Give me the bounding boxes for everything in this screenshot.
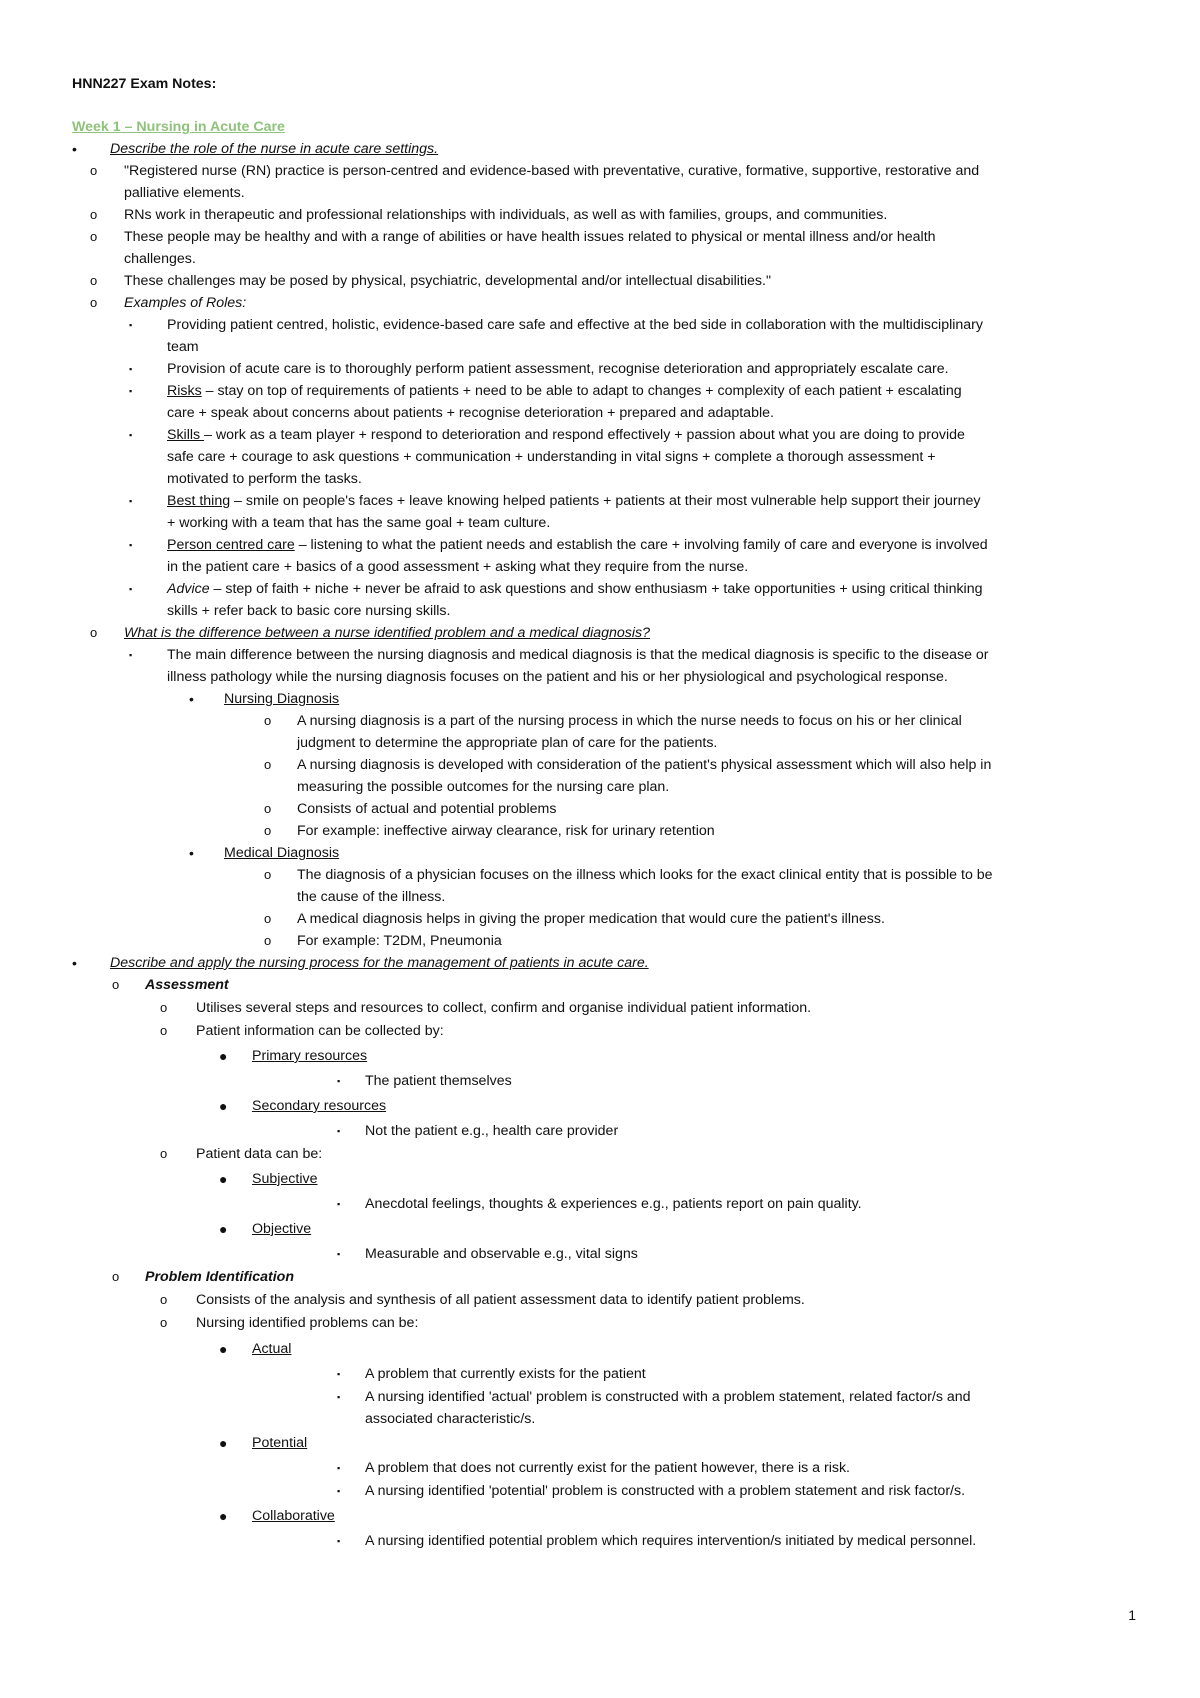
square-bullet-icon: ▪ bbox=[337, 1199, 341, 1209]
circle-bullet-icon: o bbox=[160, 1023, 168, 1038]
circle-bullet-icon: o bbox=[90, 207, 98, 222]
bullet-icon: • bbox=[189, 691, 194, 707]
list-item-text: The patient themselves bbox=[365, 1073, 512, 1089]
circle-bullet-icon: o bbox=[90, 273, 98, 288]
circle-bullet-icon: o bbox=[112, 1269, 120, 1284]
list-item-text: Patient information can be collected by: bbox=[196, 1023, 444, 1039]
square-bullet-icon: ▪ bbox=[337, 1076, 341, 1086]
square-bullet-icon: ▪ bbox=[129, 364, 133, 374]
circle-bullet-icon: o bbox=[90, 229, 98, 244]
circle-bullet-icon: o bbox=[264, 823, 272, 838]
square-bullet-icon: ▪ bbox=[337, 1392, 341, 1402]
item-lead-term: Person centred care bbox=[167, 537, 295, 553]
bullet-icon: ● bbox=[219, 1221, 228, 1237]
bullet-icon: ● bbox=[219, 1171, 228, 1187]
list-item-text: the cause of the illness. bbox=[297, 889, 446, 905]
list-item-text: For example: ineffective airway clearance, risk for urinary retention bbox=[297, 823, 715, 839]
document-page: HNN227 Exam Notes: Week 1 – Nursing in Acute Care • Describe the role of the nurse in acute care settings. o "Registered nurse (RN) practice is person-centred and evidence-based with preventative, curative, formative, supportive, restorative and palliative elements. o RNs work in therapeutic and professional relationships with individuals, as well as with families, groups, and communities. o These people may be healthy and with a range of abilities or have health issues related to physical or mental illness and/or health challenges. o These challenges may be posed by physical, psychiatric, developmental and/or intellectual disabilities." o Examples of Roles: ▪ Providing patient centred, holistic, evidence-based care safe and effective at the bed side in collaboration with the multidisciplinary team ▪ Provision of acute care is to thoroughly perform patient assessment, recognise deterioration and appropriately escalate care. ▪ Risks – stay on top of requirements of patients + need to be able to adapt to changes + complexity of each patient + escalating care + speak about concerns about patients + recognise deterioration + prepared and adaptable. ▪ Skills – work as a team player + respond to deterioration and respond effectively + passion about what you are doing to provide safe care + courage to ask questions + communication + understanding in vital signs + complete a thorough assessment + motivated to perform the tasks. ▪ Best thing – smile on people's faces + leave knowing helped patients + patients at their most vulnerable help support their journey + working with a team that has the same goal + team culture. ▪ Person centred care – listening to what the patient needs and establish the care + involving family of care and everyone is involved in the patient care + basics of a good assessment + asking what they require from the nurse. ▪ Advice – step of faith + niche + never be afraid to ask questions and show enthusiasm + take opportunities + using critical thinking skills + refer back to basic core nursing skills. o What is the difference between a nurse identified problem and a medical diagnosis? ▪ The main difference between the nursing diagnosis and medical diagnosis is that the medical diagnosis is specific to the disease or illness pathology while the nursing diagnosis focuses on the patient and his or her physiological and psychological response. • Nursing Diagnosis o A nursing diagnosis is a part of the nursing process in which the nurse needs to focus on his or her clinical judgment to determine the appropriate plan of care for the patients. o A nursing diagnosis is developed with consideration of the patient's physical assessment which will also help in measuring the possible outcomes for the nursing care plan. o Consists of actual and potential problems o For example: ineffective airway clearance, risk for urinary retention • Medical Diagnosis o The diagnosis of a physician focuses on the illness which looks for the exact clinical entity that is possible to be the cause of the illness. o A medical diagnosis helps in giving the proper medication that would cure the patient's illness. o For example: T2DM, Pneumonia • Describe and apply the nursing process for the management of patients in acute care. o Assessment o Utilises several steps and resources to collect, confirm and organise individual patient information. o Patient information can be collected by: ● Primary resources ▪ The patient themselves ● Secondary resources ▪ Not the patient e.g., health care provider o Patient data can be: ● Subjective ▪ Anecdotal feelings, thoughts & experiences e.g., patients report on pain quality. ● Objective ▪ Measurable and observable e.g., vital signs o Problem Identification o Consists of the analysis and synthesis of all patient assessment data to identify patient problems. o Nursing identified problems can be: ● Actual ▪ A problem that currently exists for the patient ▪ A nursing identified 'actual' problem is constructed with a problem statement, related factor/s and associated characteristic/s. ● Potential ▪ A problem that does not currently exist for the patient however, there is a risk. ▪ A nursing identified 'potential' problem is constructed with a problem statement and risk factor/s. ● Collaborative ▪ A nursing identified potential problem which requires intervention/s initiated by medical personnel. 1 bbox=[0, 0, 1200, 1698]
list-item-text: Describe and apply the nursing process for the management of patients in acute care. bbox=[110, 955, 649, 971]
list-item-text: Collaborative bbox=[252, 1508, 335, 1524]
list-item-text: associated characteristic/s. bbox=[365, 1411, 536, 1427]
bullet-icon: • bbox=[72, 141, 77, 157]
bullet-icon: • bbox=[189, 845, 194, 861]
circle-bullet-icon: o bbox=[264, 911, 272, 926]
circle-bullet-icon: o bbox=[160, 1000, 168, 1015]
list-item-text: Risks – stay on top of requirements of patients + need to be able to adapt to changes + complexity of each patient + escalating bbox=[167, 383, 962, 399]
square-bullet-icon: ▪ bbox=[129, 496, 133, 506]
circle-bullet-icon: o bbox=[160, 1146, 168, 1161]
list-item-text: Consists of actual and potential problems bbox=[297, 801, 557, 817]
list-item-text: Secondary resources bbox=[252, 1098, 387, 1114]
circle-bullet-icon: o bbox=[264, 801, 272, 816]
list-item-text: Person centred care – listening to what the patient needs and establish the care + involving family of care and everyone is involved bbox=[167, 537, 988, 553]
circle-bullet-icon: o bbox=[112, 977, 120, 992]
item-lead-term: Risks bbox=[167, 383, 202, 399]
circle-bullet-icon: o bbox=[160, 1292, 168, 1307]
list-item-text: Providing patient centred, holistic, evidence-based care safe and effective at the bed side in collaboration with the multidisciplinary bbox=[167, 317, 983, 333]
list-item-text: Not the patient e.g., health care provider bbox=[365, 1123, 619, 1139]
list-item-text: These people may be healthy and with a range of abilities or have health issues related to physical or mental illness and/or health bbox=[124, 229, 936, 245]
list-item-text: Describe the role of the nurse in acute care settings. bbox=[110, 141, 439, 157]
list-item-text: A nursing diagnosis is developed with consideration of the patient's physical assessment which will also help in bbox=[297, 757, 992, 773]
list-item-text: Actual bbox=[252, 1341, 292, 1357]
square-bullet-icon: ▪ bbox=[337, 1536, 341, 1546]
circle-bullet-icon: o bbox=[90, 163, 98, 178]
list-item-text: Best thing – smile on people's faces + leave knowing helped patients + patients at their most vulnerable help support their journey bbox=[167, 493, 981, 509]
square-bullet-icon: ▪ bbox=[129, 320, 133, 330]
square-bullet-icon: ▪ bbox=[129, 650, 133, 660]
square-bullet-icon: ▪ bbox=[129, 430, 133, 440]
list-item-text: A nursing identified 'actual' problem is constructed with a problem statement, related factor/s and bbox=[365, 1389, 971, 1405]
list-item-text: challenges. bbox=[124, 251, 196, 267]
list-item-text: "Registered nurse (RN) practice is person-centred and evidence-based with preventative, curative, formative, supportive, restorative and bbox=[124, 163, 980, 179]
list-item-text: Measurable and observable e.g., vital signs bbox=[365, 1246, 638, 1262]
bullet-icon: ● bbox=[219, 1435, 228, 1451]
list-item-text: A problem that currently exists for the patient bbox=[365, 1366, 646, 1382]
list-item-text: care + speak about concerns about patients + recognise deterioration + prepared and adaptable. bbox=[167, 405, 774, 421]
list-item-text: Consists of the analysis and synthesis of all patient assessment data to identify patient problems. bbox=[196, 1292, 805, 1308]
list-item-text: Subjective bbox=[252, 1171, 318, 1187]
circle-bullet-icon: o bbox=[160, 1315, 168, 1330]
list-item-text: Problem Identification bbox=[145, 1269, 294, 1285]
circle-bullet-icon: o bbox=[264, 933, 272, 948]
list-item-text: A nursing diagnosis is a part of the nursing process in which the nurse needs to focus on his or her clinical bbox=[297, 713, 962, 729]
list-item-text: Primary resources bbox=[252, 1048, 368, 1064]
square-bullet-icon: ▪ bbox=[337, 1463, 341, 1473]
list-item-text: A nursing identified 'potential' problem is constructed with a problem statement and risk factor/s. bbox=[365, 1483, 966, 1499]
list-item-text: What is the difference between a nurse identified problem and a medical diagnosis? bbox=[124, 625, 651, 641]
list-item-text: A medical diagnosis helps in giving the proper medication that would cure the patient's illness. bbox=[297, 911, 885, 927]
list-item-text: Skills – work as a team player + respond to deterioration and respond effectively + passion about what you are doing to provide bbox=[167, 427, 965, 443]
list-item-text: safe care + courage to ask questions + communication + understanding in vital signs + complete a thorough assessment + bbox=[167, 449, 936, 465]
circle-bullet-icon: o bbox=[264, 757, 272, 772]
list-item-text: measuring the possible outcomes for the nursing care plan. bbox=[297, 779, 670, 795]
item-lead-term: Skills bbox=[167, 427, 205, 443]
list-item-text: These challenges may be posed by physical, psychiatric, developmental and/or intellectual disabilities." bbox=[124, 273, 771, 289]
bullet-icon: ● bbox=[219, 1048, 228, 1064]
square-bullet-icon: ▪ bbox=[337, 1486, 341, 1496]
list-item-text: Potential bbox=[252, 1435, 308, 1451]
bullet-icon: ● bbox=[219, 1341, 228, 1357]
list-item-text: motivated to perform the tasks. bbox=[167, 471, 362, 487]
bullet-icon: • bbox=[72, 955, 77, 971]
list-item-text: team bbox=[167, 339, 199, 355]
list-item-text: judgment to determine the appropriate plan of care for the patients. bbox=[297, 735, 718, 751]
list-item-text: + working with a team that has the same goal + team culture. bbox=[167, 515, 551, 531]
item-lead-term: Advice bbox=[167, 581, 210, 597]
list-item-text: Medical Diagnosis bbox=[224, 845, 340, 861]
list-item-text: Utilises several steps and resources to collect, confirm and organise individual patient information. bbox=[196, 1000, 812, 1016]
list-item-text: Nursing identified problems can be: bbox=[196, 1315, 419, 1331]
list-item-text: RNs work in therapeutic and professional relationships with individuals, as well as with families, groups, and communities. bbox=[124, 207, 888, 223]
list-item-text: For example: T2DM, Pneumonia bbox=[297, 933, 502, 949]
list-item-text: illness pathology while the nursing diagnosis focuses on the patient and his or her physiological and psychological response. bbox=[167, 669, 948, 685]
list-item-text: A problem that does not currently exist for the patient however, there is a risk. bbox=[365, 1460, 850, 1476]
square-bullet-icon: ▪ bbox=[337, 1369, 341, 1379]
list-item-text: Patient data can be: bbox=[196, 1146, 323, 1162]
list-item-text: Objective bbox=[252, 1221, 312, 1237]
circle-bullet-icon: o bbox=[264, 713, 272, 728]
page-number: 1 bbox=[1128, 1607, 1136, 1623]
list-item-text: skills + refer back to basic core nursing skills. bbox=[167, 603, 451, 619]
list-item-text: Nursing Diagnosis bbox=[224, 691, 340, 707]
bullet-icon: ● bbox=[219, 1098, 228, 1114]
bullet-icon: ● bbox=[219, 1508, 228, 1524]
list-item-text: Advice – step of faith + niche + never be afraid to ask questions and show enthusiasm + take opportunities + using critical thinking bbox=[167, 581, 983, 597]
list-item-text: Assessment bbox=[145, 977, 229, 993]
square-bullet-icon: ▪ bbox=[337, 1249, 341, 1259]
square-bullet-icon: ▪ bbox=[337, 1126, 341, 1136]
item-lead-term: Best thing bbox=[167, 493, 231, 509]
list-item-text: The main difference between the nursing diagnosis and medical diagnosis is that the medical diagnosis is specific to the disease or bbox=[167, 647, 989, 663]
square-bullet-icon: ▪ bbox=[129, 386, 133, 396]
circle-bullet-icon: o bbox=[90, 295, 98, 310]
square-bullet-icon: ▪ bbox=[129, 584, 133, 594]
list-item-text: Examples of Roles: bbox=[124, 295, 247, 311]
list-item-text: Provision of acute care is to thoroughly perform patient assessment, recognise deterioration and appropriately escalate care. bbox=[167, 361, 949, 377]
list-item-text: Anecdotal feelings, thoughts & experiences e.g., patients report on pain quality. bbox=[365, 1196, 862, 1212]
list-item-text: palliative elements. bbox=[124, 185, 245, 201]
circle-bullet-icon: o bbox=[264, 867, 272, 882]
list-item-text: A nursing identified potential problem which requires intervention/s initiated by medical personnel. bbox=[365, 1533, 977, 1549]
circle-bullet-icon: o bbox=[90, 625, 98, 640]
square-bullet-icon: ▪ bbox=[129, 540, 133, 550]
list-item-text: The diagnosis of a physician focuses on the illness which looks for the exact clinical entity that is possible to be bbox=[297, 867, 993, 883]
list-item-text: in the patient care + basics of a good assessment + asking what they require from the nurse. bbox=[167, 559, 749, 575]
